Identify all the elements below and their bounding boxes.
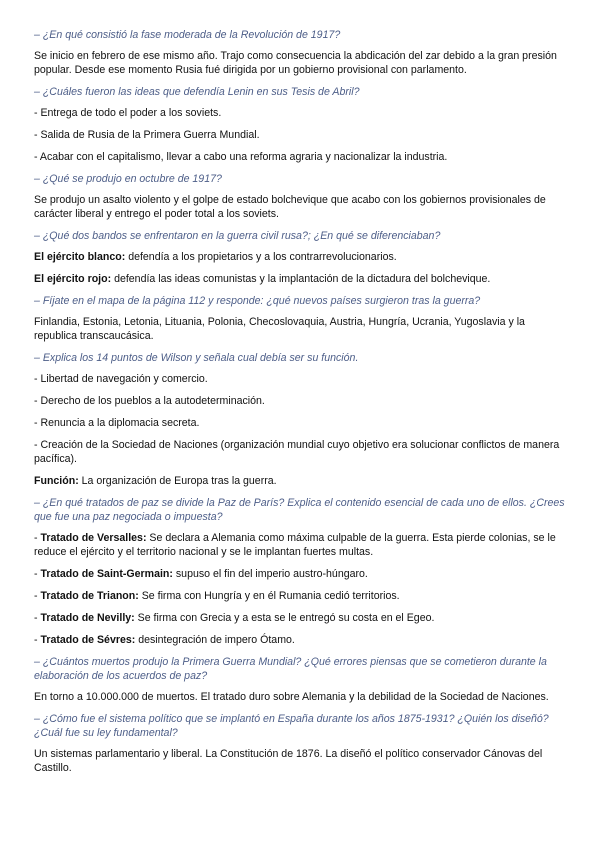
answer-7-item-3-term: Tratado de Trianon:: [40, 590, 139, 602]
answer-2-item-2: - Salida de Rusia de la Primera Guerra Mundial.: [34, 129, 260, 141]
answer-6-item-3: - Renuncia a la diplomacia secreta.: [34, 417, 200, 429]
answer-6-item-1: - Libertad de navegación y comercio.: [34, 373, 208, 385]
answer-7-item-5-prefix: -: [34, 634, 41, 646]
answer-7-item-4-term: Tratado de Nevilly:: [40, 612, 135, 624]
answer-6-item-4: - Creación de la Sociedad de Naciones (organización mundial cuyo objetivo era solucionar conflictos de manera pacífica).: [34, 439, 560, 465]
answer-7-item-3-text: Se firma con Hungría y en él Rumania cedió territorios.: [138, 590, 400, 602]
question-1: – ¿En qué consistió la fase moderada de la Revolución de 1917?: [34, 29, 341, 41]
document-page: [34, 28, 570, 783]
answer-4-item-2-text: defendía las ideas comunistas y la implantación de la dictadura del bolchevique.: [111, 273, 491, 285]
answer-7-item-2-term: Tratado de Saint-Germain:: [40, 568, 173, 580]
question-2: – ¿Cuáles fueron las ideas que defendía Lenin en sus Tesis de Abril?: [34, 86, 360, 98]
answer-7-item-1-prefix: -: [34, 532, 41, 544]
question-8: – ¿Cuántos muertos produjo la Primera Guerra Mundial? ¿Qué errores piensas que se cometieron durante la elaboración de los acuerdos de paz?: [34, 656, 547, 682]
answer-4-item-1-text: defendía a los propietarios y a los contrarrevolucionarios.: [125, 251, 397, 263]
answer-7-item-5: [34, 633, 570, 647]
answer-7-item-3-prefix: -: [34, 590, 41, 602]
answer-7-item-5-term: Tratado de Sévres:: [40, 634, 136, 646]
answer-1: Se inicio en febrero de ese mismo año. Trajo como consecuencia la abdicación del zar debido a la gran presión popular. Desde ese momento Rusia fué dirigida por un gobierno provisional con parlamento.: [34, 50, 557, 76]
answer-7-item-4: [34, 611, 570, 625]
answer-5: Finlandia, Estonia, Letonia, Lituania, Polonia, Checoslovaquia, Austria, Hungría, Ucrania, Yugoslavia y la republica transcaucásica.: [34, 316, 525, 342]
answer-6-function-text: La organización de Europa tras la guerra.: [78, 475, 277, 487]
answer-7-item-1-text: Se declara a Alemania como máxima culpable de la guerra. Esta pierde colonias, se le reduce el ejército y el territorio nacional y se le implantan fuertes multas.: [34, 532, 556, 558]
question-6: – Explica los 14 puntos de Wilson y señala cual debía ser su función.: [34, 352, 359, 364]
answer-7-item-2-text: supuso el fin del imperio austro-húngaro.: [172, 568, 368, 580]
question-7: – ¿En qué tratados de paz se divide la Paz de París? Explica el contenido esencial de cada uno de ellos. ¿Crees que fue una paz negociada o impuesta?: [34, 497, 565, 523]
answer-4-item-2: [34, 272, 570, 286]
question-4: – ¿Qué dos bandos se enfrentaron en la guerra civil rusa?; ¿En qué se diferenciaban?: [34, 230, 441, 242]
answer-7-item-5-text: desintegración de impero Ótamo.: [135, 634, 295, 646]
question-5: – Fíjate en el mapa de la página 112 y responde: ¿qué nuevos países surgieron tras la guerra?: [34, 295, 481, 307]
question-3: – ¿Qué se produjo en octubre de 1917?: [34, 173, 222, 185]
answer-7-item-1: [34, 531, 570, 559]
answer-7-item-4-text: Se firma con Grecia y a esta se le entregó su costa en el Egeo.: [134, 612, 435, 624]
answer-8: En torno a 10.000.000 de muertos. El tratado duro sobre Alemania y la debilidad de la Sociedad de Naciones.: [34, 691, 549, 703]
answer-3: Se produjo un asalto violento y el golpe de estado bolchevique que acabo con los gobiernos provisionales de carácter liberal y entrego el poder total a los soviets.: [34, 194, 546, 220]
answer-4-item-1: [34, 250, 570, 264]
answer-9: Un sistemas parlamentario y liberal. La Constitución de 1876. La diseñó el político conservador Cánovas del Castillo.: [34, 748, 543, 774]
answer-4-item-2-term: El ejército rojo:: [34, 273, 112, 285]
question-9: – ¿Cómo fue el sistema político que se implantó en España durante los años 1875-1931? ¿Quién los diseñó? ¿Cuál fue su ley fundamental?: [34, 713, 549, 739]
answer-2-item-1: - Entrega de todo el poder a los soviets.: [34, 107, 222, 119]
answer-7-item-3: [34, 589, 570, 603]
answer-7-item-2-prefix: -: [34, 568, 41, 580]
answer-7-item-1-term: Tratado de Versalles:: [40, 532, 147, 544]
answer-2-item-3: - Acabar con el capitalismo, llevar a cabo una reforma agraria y nacionalizar la industria.: [34, 151, 448, 163]
answer-6-item-2: - Derecho de los pueblos a la autodeterminación.: [34, 395, 265, 407]
answer-6-function-term: Función:: [34, 475, 79, 487]
answer-7-item-2: [34, 567, 570, 581]
answer-6-function: [34, 474, 570, 488]
answer-7-item-4-prefix: -: [34, 612, 41, 624]
answer-4-item-1-term: El ejército blanco:: [34, 251, 126, 263]
